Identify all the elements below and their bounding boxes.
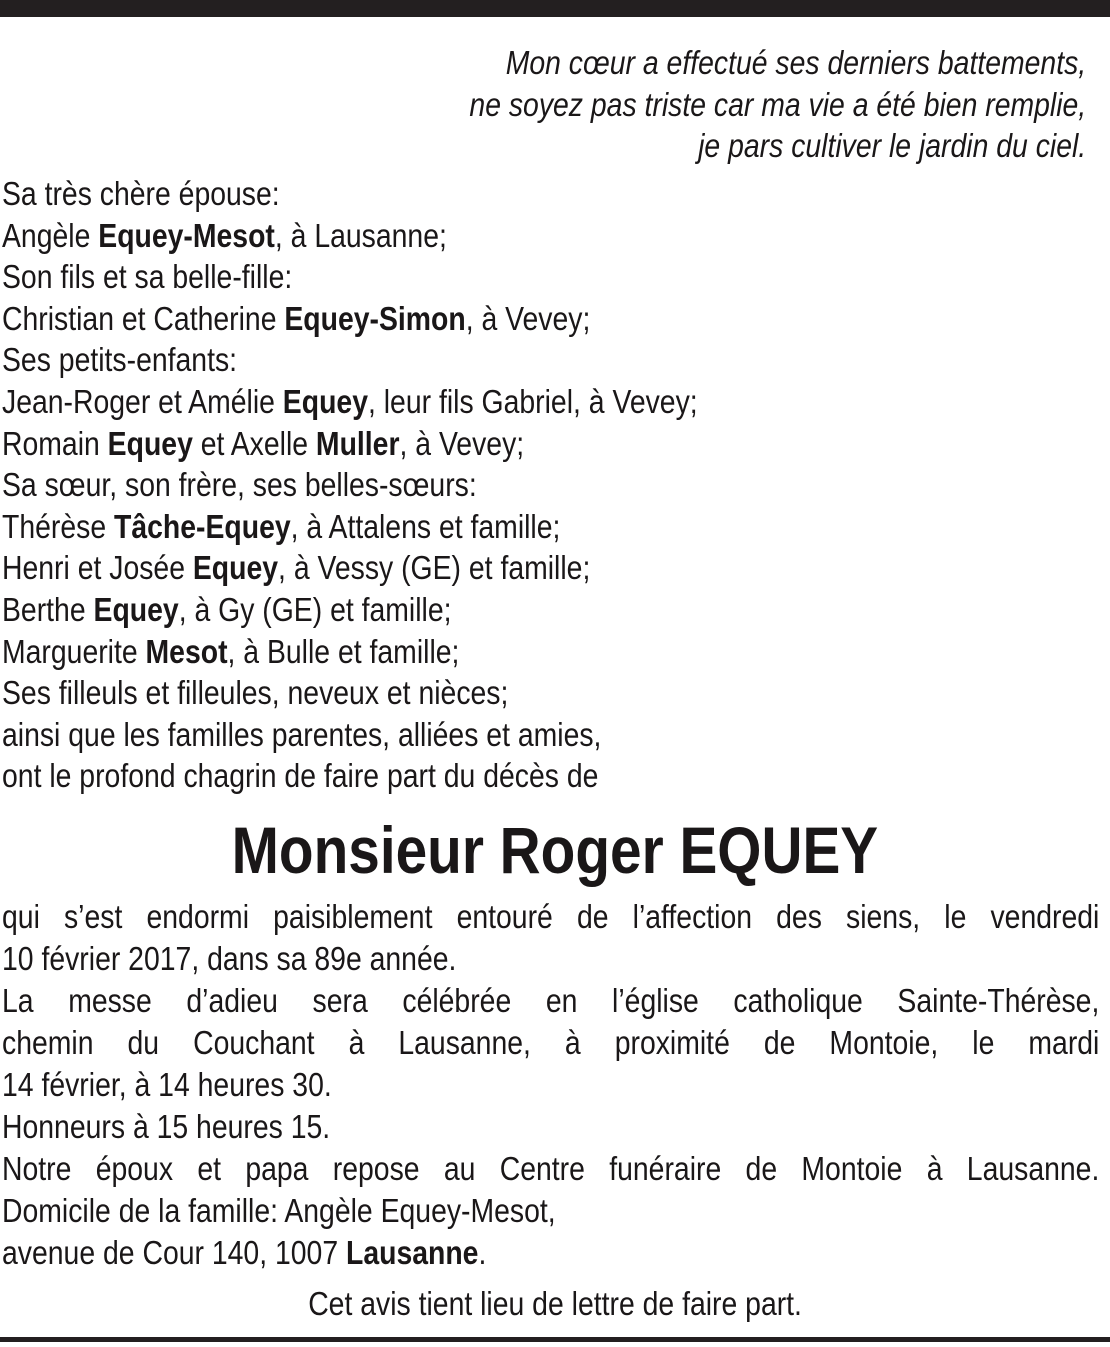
family-line [2,173,1094,215]
body-line [2,896,1099,938]
family-line [2,256,1094,298]
family-list [2,173,1094,797]
text-segment: Notre époux et papa repose au Centre funéraire de Montoie à Lausanne. [2,1150,1100,1187]
text-segment: Berthe [2,590,94,628]
deceased-name: Monsieur Roger EQUEY [231,813,879,887]
family-line [2,381,1094,423]
text-segment: 10 février 2017, dans sa 89e année. [2,940,457,977]
quote-line: ne soyez pas triste car ma vie a été bien remplie, [469,85,1087,123]
text-segment: Ses filleuls et filleules, neveux et nièces; [2,674,509,712]
text-segment: ont le profond chagrin de faire part du décès de [2,757,599,795]
body-line [2,1148,1099,1190]
family-surname: Muller [315,424,400,462]
closing-note [0,1283,1110,1325]
text-segment: Ses petits-enfants: [2,341,238,379]
body-line [2,980,1099,1022]
text-segment: , leur fils Gabriel, à Vevey; [367,382,698,420]
text-segment: . [478,1234,487,1271]
text-segment: , à Bulle et famille; [227,632,460,670]
text-segment: Henri et Josée [2,549,193,587]
deceased-name-heading [0,812,1110,888]
family-line [2,464,1094,506]
family-surname: Lausanne [345,1234,479,1271]
family-line [2,714,1094,756]
family-surname: Equey [93,590,179,628]
family-surname: Equey-Simon [284,299,466,337]
family-surname: Mesot [145,632,228,670]
family-line [2,755,1094,797]
text-segment: Son fils et sa belle-fille: [2,258,293,296]
family-surname: Equey [282,382,368,420]
family-line [2,339,1094,381]
family-line [2,589,1094,631]
text-segment: Sa sœur, son frère, ses belles-sœurs: [2,466,477,504]
family-surname: Equey [107,424,193,462]
closing-text: Cet avis tient lieu de lettre de faire part. [308,1285,802,1322]
text-segment: et Axelle [192,424,316,462]
text-segment: 14 février, à 14 heures 30. [2,1066,332,1103]
text-segment: Marguerite [2,632,146,670]
family-line [2,423,1094,465]
top-border-bar [0,0,1110,17]
family-line [2,215,1094,257]
text-segment: , à Attalens et famille; [290,507,561,545]
family-line [2,298,1094,340]
text-segment: Angèle [2,216,99,254]
family-line [2,547,1094,589]
body-line [2,1064,1099,1106]
body-line [2,1022,1099,1064]
text-segment: , à Vessy (GE) et famille; [278,549,591,587]
announcement-body [2,896,1099,1274]
text-segment: Thérèse [2,507,115,545]
family-surname: Tâche-Equey [114,507,291,545]
family-line [2,631,1094,673]
text-segment: chemin du Couchant à Lausanne, à proximité de Montoie, le mardi [2,1024,1100,1061]
text-segment: Christian et Catherine [2,299,285,337]
family-line [2,506,1094,548]
body-line [2,1190,1099,1232]
text-segment: Domicile de la famille: Angèle Equey-Mesot, [2,1192,556,1229]
quote-line: je pars cultiver le jardin du ciel. [698,127,1087,164]
text-segment: Sa très chère épouse: [2,175,280,212]
body-line [2,938,1099,980]
text-segment: Honneurs à 15 heures 15. [2,1108,331,1145]
text-segment: , à Lausanne; [274,216,447,254]
text-segment: La messe d’adieu sera célébrée en l’église catholique Sainte-Thérèse, [2,982,1100,1019]
body-line [2,1106,1099,1148]
text-segment: , à Gy (GE) et famille; [178,590,452,628]
family-surname: Equey-Mesot [98,216,275,254]
family-surname: Equey [192,549,279,587]
text-segment: , à Vevey; [465,299,591,337]
text-segment: avenue de Cour 140, 1007 [2,1234,346,1271]
quote-line: Mon cœur a effectué ses derniers battements, [505,44,1087,81]
text-segment: ainsi que les familles parentes, alliées et amies, [2,715,602,753]
text-segment: Jean-Roger et Amélie [2,382,283,420]
text-segment: Romain [2,424,108,462]
family-line [2,672,1094,714]
text-segment: , à Vevey; [399,424,525,462]
text-segment: qui s’est endormi paisiblement entouré de l’affection des siens, le vendredi [2,898,1100,935]
bottom-border-rule [0,1337,1110,1342]
epigraph-quote [0,42,1098,167]
body-line [2,1232,1099,1274]
